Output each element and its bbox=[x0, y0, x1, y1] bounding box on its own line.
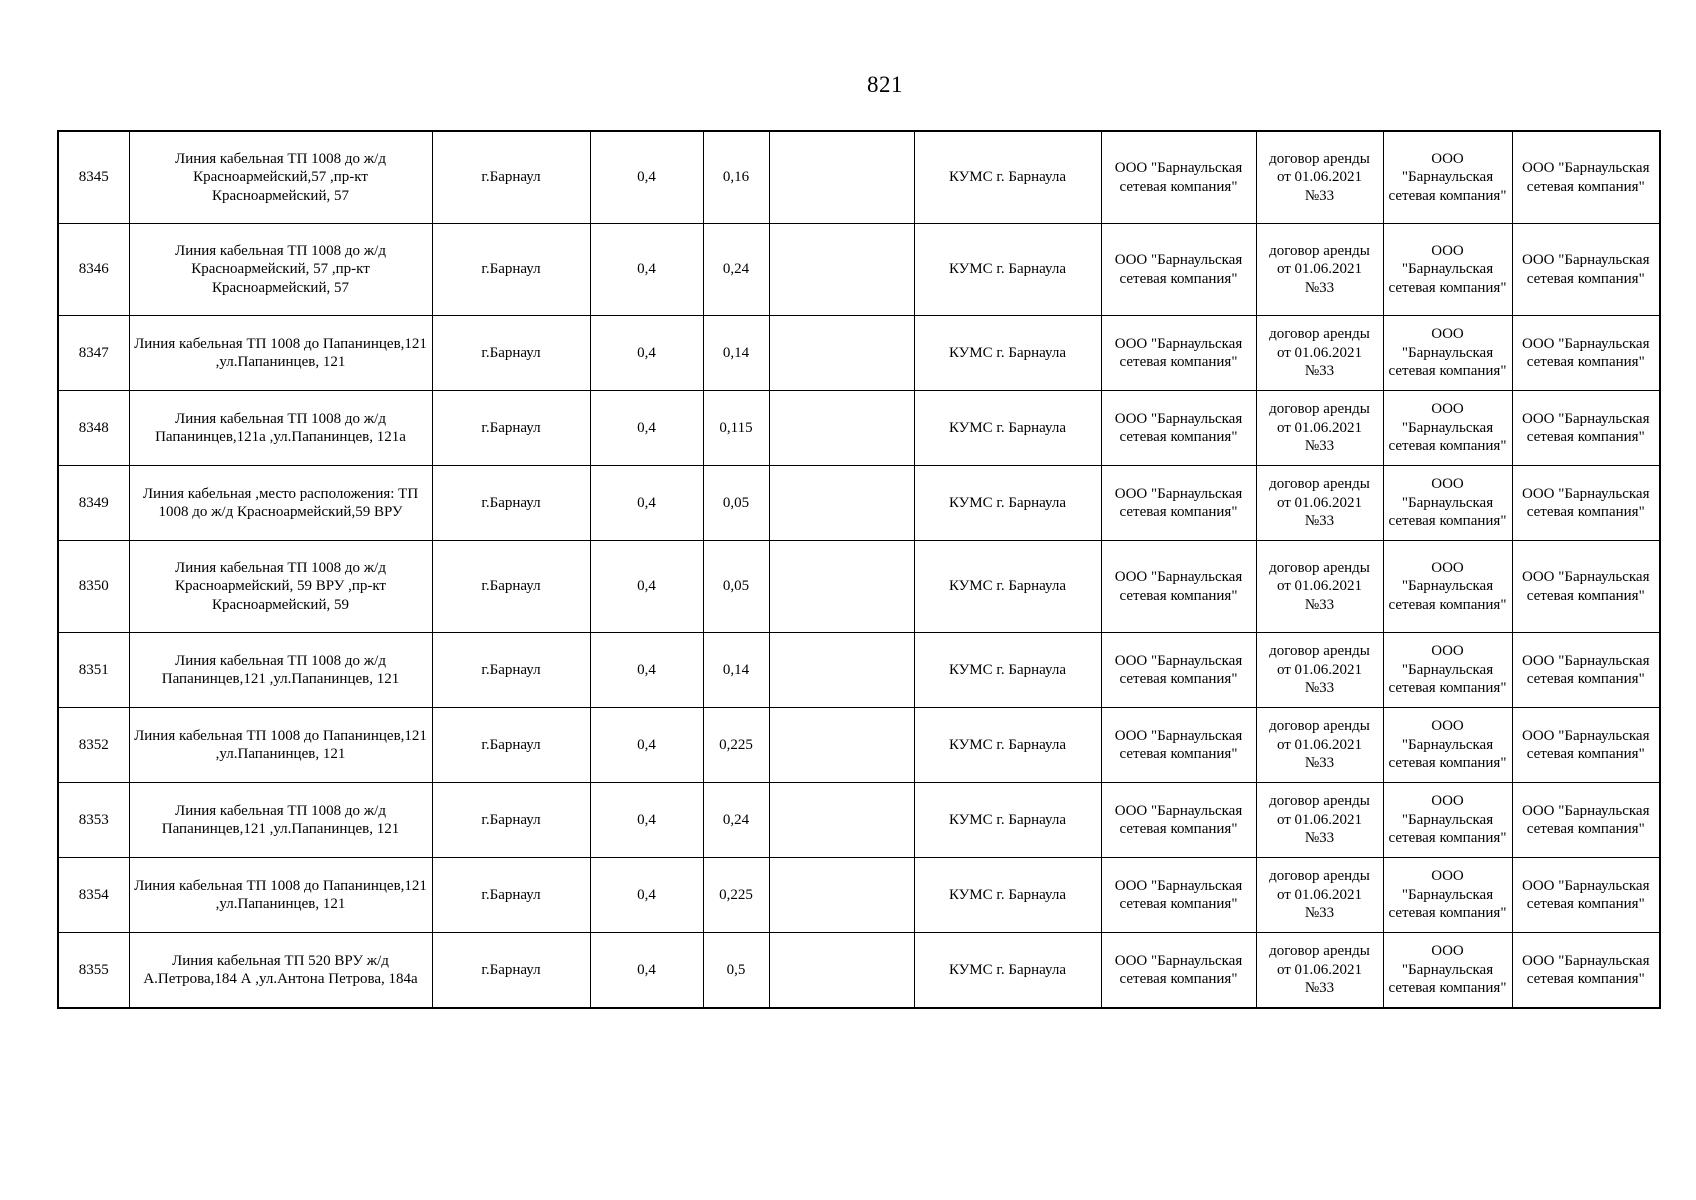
cell-service: ООО "Барнаульская сетевая компания" bbox=[1512, 858, 1660, 933]
cell-service: ООО "Барнаульская сетевая компания" bbox=[1512, 541, 1660, 633]
cell-voltage: 0,4 bbox=[590, 224, 703, 316]
cell-holder: ООО "Барнаульская сетевая компания" bbox=[1101, 391, 1256, 466]
cell-service: ООО "Барнаульская сетевая компания" bbox=[1512, 633, 1660, 708]
cell-length: 0,225 bbox=[703, 708, 769, 783]
cell-voltage: 0,4 bbox=[590, 131, 703, 224]
cell-location: г.Барнаул bbox=[432, 933, 590, 1009]
page-number: 821 bbox=[867, 72, 903, 97]
cell-owner: КУМС г. Барнаула bbox=[914, 708, 1101, 783]
cell-voltage: 0,4 bbox=[590, 316, 703, 391]
cell-empty bbox=[769, 224, 914, 316]
cell-empty bbox=[769, 858, 914, 933]
cell-object-name: Линия кабельная ТП 1008 до Папанинцев,121 ,ул.Папанинцев, 121 bbox=[129, 316, 432, 391]
cell-length: 0,14 bbox=[703, 633, 769, 708]
cell-owner: КУМС г. Барнаула bbox=[914, 224, 1101, 316]
cell-basis: договор аренды от 01.06.2021 №33 bbox=[1256, 933, 1383, 1009]
cell-empty bbox=[769, 708, 914, 783]
cell-owner: КУМС г. Барнаула bbox=[914, 541, 1101, 633]
cell-basis: договор аренды от 01.06.2021 №33 bbox=[1256, 316, 1383, 391]
cell-location: г.Барнаул bbox=[432, 391, 590, 466]
cell-owner: КУМС г. Барнаула bbox=[914, 858, 1101, 933]
cell-length: 0,16 bbox=[703, 131, 769, 224]
cell-service: ООО "Барнаульская сетевая компания" bbox=[1512, 708, 1660, 783]
cell-number: 8352 bbox=[58, 708, 129, 783]
cell-holder: ООО "Барнаульская сетевая компания" bbox=[1101, 858, 1256, 933]
cell-empty bbox=[769, 131, 914, 224]
table-row bbox=[58, 391, 1660, 466]
cell-number: 8355 bbox=[58, 933, 129, 1009]
cell-basis: договор аренды от 01.06.2021 №33 bbox=[1256, 224, 1383, 316]
cell-object-name: Линия кабельная ТП 1008 до ж/д Красноармейский, 57 ,пр-кт Красноармейский, 57 bbox=[129, 224, 432, 316]
cell-empty bbox=[769, 466, 914, 541]
cell-location: г.Барнаул bbox=[432, 858, 590, 933]
cell-operator: ООО "Барнаульская сетевая компания" bbox=[1383, 224, 1512, 316]
cell-basis: договор аренды от 01.06.2021 №33 bbox=[1256, 541, 1383, 633]
cell-object-name: Линия кабельная ТП 1008 до ж/д Папанинцев,121 ,ул.Папанинцев, 121 bbox=[129, 783, 432, 858]
cell-location: г.Барнаул bbox=[432, 224, 590, 316]
cell-service: ООО "Барнаульская сетевая компания" bbox=[1512, 391, 1660, 466]
cell-service: ООО "Барнаульская сетевая компания" bbox=[1512, 316, 1660, 391]
table-row bbox=[58, 633, 1660, 708]
cell-number: 8351 bbox=[58, 633, 129, 708]
cell-location: г.Барнаул bbox=[432, 708, 590, 783]
cell-object-name: Линия кабельная ТП 1008 до ж/д Папанинцев,121а ,ул.Папанинцев, 121а bbox=[129, 391, 432, 466]
cell-number: 8350 bbox=[58, 541, 129, 633]
cell-location: г.Барнаул bbox=[432, 131, 590, 224]
cell-basis: договор аренды от 01.06.2021 №33 bbox=[1256, 858, 1383, 933]
cell-service: ООО "Барнаульская сетевая компания" bbox=[1512, 933, 1660, 1009]
cell-owner: КУМС г. Барнаула bbox=[914, 316, 1101, 391]
table-row bbox=[58, 466, 1660, 541]
cell-number: 8353 bbox=[58, 783, 129, 858]
cell-holder: ООО "Барнаульская сетевая компания" bbox=[1101, 783, 1256, 858]
cell-operator: ООО "Барнаульская сетевая компания" bbox=[1383, 541, 1512, 633]
cell-voltage: 0,4 bbox=[590, 858, 703, 933]
cell-basis: договор аренды от 01.06.2021 №33 bbox=[1256, 391, 1383, 466]
cell-length: 0,115 bbox=[703, 391, 769, 466]
cell-number: 8349 bbox=[58, 466, 129, 541]
cell-owner: КУМС г. Барнаула bbox=[914, 466, 1101, 541]
cell-voltage: 0,4 bbox=[590, 466, 703, 541]
cell-empty bbox=[769, 316, 914, 391]
cell-operator: ООО "Барнаульская сетевая компания" bbox=[1383, 708, 1512, 783]
cell-service: ООО "Барнаульская сетевая компания" bbox=[1512, 466, 1660, 541]
cell-number: 8345 bbox=[58, 131, 129, 224]
cell-object-name: Линия кабельная ТП 520 ВРУ ж/д А.Петрова,184 А ,ул.Антона Петрова, 184а bbox=[129, 933, 432, 1009]
cell-location: г.Барнаул bbox=[432, 783, 590, 858]
cell-basis: договор аренды от 01.06.2021 №33 bbox=[1256, 708, 1383, 783]
cell-length: 0,5 bbox=[703, 933, 769, 1009]
cell-object-name: Линия кабельная ТП 1008 до ж/д Красноармейский,57 ,пр-кт Красноармейский, 57 bbox=[129, 131, 432, 224]
cell-length: 0,05 bbox=[703, 466, 769, 541]
cell-operator: ООО "Барнаульская сетевая компания" bbox=[1383, 933, 1512, 1009]
cell-operator: ООО "Барнаульская сетевая компания" bbox=[1383, 633, 1512, 708]
cell-length: 0,24 bbox=[703, 783, 769, 858]
table-row bbox=[58, 933, 1660, 1009]
cell-empty bbox=[769, 633, 914, 708]
table-row bbox=[58, 224, 1660, 316]
cell-holder: ООО "Барнаульская сетевая компания" bbox=[1101, 541, 1256, 633]
cell-voltage: 0,4 bbox=[590, 391, 703, 466]
cell-number: 8354 bbox=[58, 858, 129, 933]
cell-location: г.Барнаул bbox=[432, 466, 590, 541]
cell-operator: ООО "Барнаульская сетевая компания" bbox=[1383, 316, 1512, 391]
cell-operator: ООО "Барнаульская сетевая компания" bbox=[1383, 858, 1512, 933]
cell-operator: ООО "Барнаульская сетевая компания" bbox=[1383, 391, 1512, 466]
cell-location: г.Барнаул bbox=[432, 541, 590, 633]
cell-empty bbox=[769, 783, 914, 858]
cell-voltage: 0,4 bbox=[590, 783, 703, 858]
cell-service: ООО "Барнаульская сетевая компания" bbox=[1512, 783, 1660, 858]
cell-object-name: Линия кабельная ТП 1008 до Папанинцев,121 ,ул.Папанинцев, 121 bbox=[129, 858, 432, 933]
cell-number: 8346 bbox=[58, 224, 129, 316]
cell-operator: ООО "Барнаульская сетевая компания" bbox=[1383, 131, 1512, 224]
table-row bbox=[58, 316, 1660, 391]
cell-holder: ООО "Барнаульская сетевая компания" bbox=[1101, 633, 1256, 708]
cell-object-name: Линия кабельная ,место расположения: ТП 1008 до ж/д Красноармейский,59 ВРУ bbox=[129, 466, 432, 541]
cell-holder: ООО "Барнаульская сетевая компания" bbox=[1101, 131, 1256, 224]
cell-owner: КУМС г. Барнаула bbox=[914, 391, 1101, 466]
cell-holder: ООО "Барнаульская сетевая компания" bbox=[1101, 224, 1256, 316]
table-row bbox=[58, 783, 1660, 858]
cell-service: ООО "Барнаульская сетевая компания" bbox=[1512, 224, 1660, 316]
cell-holder: ООО "Барнаульская сетевая компания" bbox=[1101, 316, 1256, 391]
table-row bbox=[58, 541, 1660, 633]
cell-owner: КУМС г. Барнаула bbox=[914, 783, 1101, 858]
cell-voltage: 0,4 bbox=[590, 541, 703, 633]
cell-basis: договор аренды от 01.06.2021 №33 bbox=[1256, 131, 1383, 224]
cell-voltage: 0,4 bbox=[590, 708, 703, 783]
cell-basis: договор аренды от 01.06.2021 №33 bbox=[1256, 783, 1383, 858]
cell-holder: ООО "Барнаульская сетевая компания" bbox=[1101, 466, 1256, 541]
table-row bbox=[58, 858, 1660, 933]
cell-voltage: 0,4 bbox=[590, 633, 703, 708]
cell-location: г.Барнаул bbox=[432, 633, 590, 708]
cell-object-name: Линия кабельная ТП 1008 до ж/д Папанинцев,121 ,ул.Папанинцев, 121 bbox=[129, 633, 432, 708]
cell-number: 8348 bbox=[58, 391, 129, 466]
cell-number: 8347 bbox=[58, 316, 129, 391]
cell-holder: ООО "Барнаульская сетевая компания" bbox=[1101, 933, 1256, 1009]
registry-table bbox=[57, 130, 1661, 1009]
table-row bbox=[58, 131, 1660, 224]
cell-empty bbox=[769, 541, 914, 633]
cell-basis: договор аренды от 01.06.2021 №33 bbox=[1256, 633, 1383, 708]
cell-object-name: Линия кабельная ТП 1008 до Папанинцев,121 ,ул.Папанинцев, 121 bbox=[129, 708, 432, 783]
cell-operator: ООО "Барнаульская сетевая компания" bbox=[1383, 783, 1512, 858]
cell-empty bbox=[769, 391, 914, 466]
cell-length: 0,05 bbox=[703, 541, 769, 633]
cell-holder: ООО "Барнаульская сетевая компания" bbox=[1101, 708, 1256, 783]
cell-voltage: 0,4 bbox=[590, 933, 703, 1009]
cell-empty bbox=[769, 933, 914, 1009]
cell-length: 0,225 bbox=[703, 858, 769, 933]
cell-owner: КУМС г. Барнаула bbox=[914, 131, 1101, 224]
cell-length: 0,24 bbox=[703, 224, 769, 316]
cell-length: 0,14 bbox=[703, 316, 769, 391]
cell-owner: КУМС г. Барнаула bbox=[914, 633, 1101, 708]
cell-basis: договор аренды от 01.06.2021 №33 bbox=[1256, 466, 1383, 541]
cell-owner: КУМС г. Барнаула bbox=[914, 933, 1101, 1009]
cell-object-name: Линия кабельная ТП 1008 до ж/д Красноармейский, 59 ВРУ ,пр-кт Красноармейский, 59 bbox=[129, 541, 432, 633]
table-row bbox=[58, 708, 1660, 783]
cell-location: г.Барнаул bbox=[432, 316, 590, 391]
cell-operator: ООО "Барнаульская сетевая компания" bbox=[1383, 466, 1512, 541]
cell-service: ООО "Барнаульская сетевая компания" bbox=[1512, 131, 1660, 224]
